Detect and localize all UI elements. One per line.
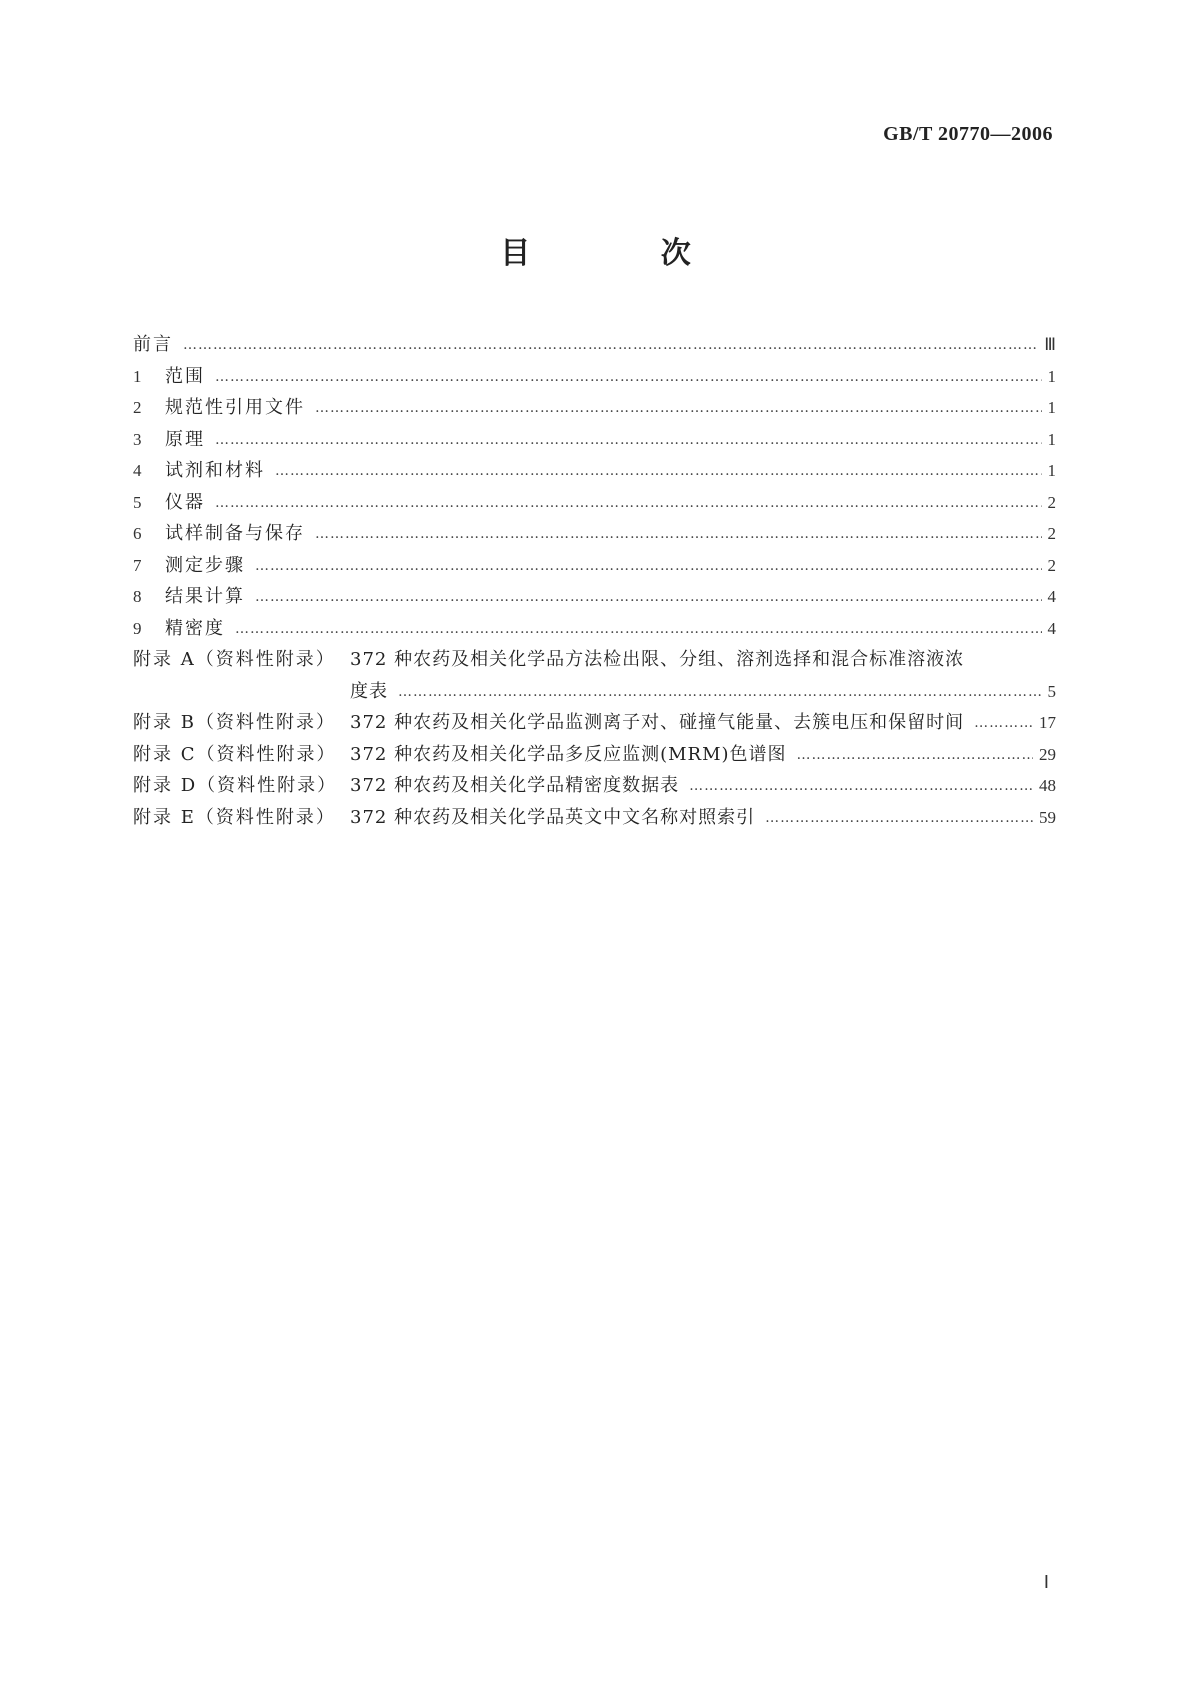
toc-entry-number: 8 [133,587,142,606]
dot-leader [215,362,1042,394]
toc-entry-label: 仪器 [165,491,205,513]
dot-leader [398,677,1042,709]
table-of-contents [133,329,1056,833]
toc-entry-page: 2 [1047,524,1056,543]
toc-entry-page: 1 [1047,398,1056,417]
toc-entry-number: 3 [133,429,142,449]
dot-leader [974,708,1033,740]
toc-entry-label: 前言 [133,334,173,355]
toc-entry-number: 1 [133,366,142,386]
dot-leader [275,456,1042,488]
toc-entry-label: 试剂和材料 [165,460,265,481]
toc-entry-2[interactable] [133,392,1056,424]
annex-prefix: 附录 A（资料性附录） [133,649,336,670]
toc-annex-a[interactable] [133,644,1056,676]
annex-title: 372 种农药及相关化学品英文中文名称对照索引 [350,806,756,828]
toc-entry-5[interactable] [133,487,1056,519]
annex-prefix: 附录 C（资料性附录） [133,743,337,765]
dot-leader [215,425,1042,457]
toc-entry-page: 1 [1047,461,1056,480]
toc-annex-e[interactable] [133,802,1056,834]
toc-entry-number: 9 [133,618,142,638]
toc-entry-page: 4 [1047,618,1056,638]
toc-entry-page: 2 [1047,492,1056,512]
toc-entry-8[interactable] [133,581,1056,613]
annex-prefix: 附录 D（资料性附录） [133,775,338,796]
page-folio: Ⅰ [1043,1572,1049,1592]
toc-entry-number: 4 [133,461,142,480]
toc-entry-label: 规范性引用文件 [165,397,305,418]
toc-entry-number: 5 [133,492,142,512]
toc-entry-page: 29 [1039,744,1056,764]
annex-title-line2: 度表 [350,680,388,702]
toc-entry-foreword[interactable] [133,329,1056,361]
toc-entry-page: 59 [1039,807,1056,827]
dot-leader [183,330,1038,362]
annex-prefix: 附录 B（资料性附录） [133,712,336,733]
toc-entry-page: 4 [1047,587,1056,606]
dot-leader [797,740,1033,772]
dot-leader [315,519,1042,551]
standard-code: GB/T 20770—2006 [883,123,1053,145]
toc-entry-label: 测定步骤 [165,554,245,576]
toc-entry-page: 48 [1039,776,1056,795]
dot-leader [235,614,1042,646]
toc-entry-7[interactable] [133,550,1056,582]
toc-entry-page: Ⅲ [1044,335,1056,354]
dot-leader [689,771,1033,803]
toc-annex-b[interactable] [133,707,1056,739]
annex-title: 372 种农药及相关化学品精密度数据表 [350,775,680,796]
toc-annex-a-continued[interactable] [133,676,1056,708]
toc-entry-1[interactable] [133,361,1056,393]
dot-leader [255,582,1042,614]
toc-entry-label: 结果计算 [165,586,245,607]
toc-entry-page: 1 [1047,366,1056,386]
toc-entry-6[interactable] [133,518,1056,550]
toc-entry-label: 原理 [165,428,205,450]
toc-entry-page: 5 [1047,681,1056,701]
annex-prefix: 附录 E（资料性附录） [133,806,336,828]
annex-title: 372 种农药及相关化学品多反应监测(MRM)色谱图 [350,743,787,765]
toc-entry-number: 6 [133,524,142,543]
annex-title: 372 种农药及相关化学品监测离子对、碰撞气能量、去簇电压和保留时间 [350,712,965,733]
toc-entry-9[interactable] [133,613,1056,645]
toc-title: 目 次 [500,236,751,271]
toc-entry-label: 范围 [165,365,205,387]
dot-leader [255,551,1042,583]
toc-entry-number: 7 [133,555,142,575]
dot-leader [315,393,1042,425]
toc-entry-page: 17 [1039,713,1056,732]
toc-entry-4[interactable] [133,455,1056,487]
toc-entry-label: 精密度 [165,617,225,639]
annex-title-line1: 372 种农药及相关化学品方法检出限、分组、溶剂选择和混合标准溶液浓 [350,649,965,670]
dot-leader [765,803,1033,835]
toc-entry-3[interactable] [133,424,1056,456]
dot-leader [215,488,1042,520]
toc-entry-page: 1 [1047,429,1056,449]
toc-entry-label: 试样制备与保存 [165,523,305,544]
toc-annex-d[interactable] [133,770,1056,802]
toc-entry-number: 2 [133,398,142,417]
toc-entry-page: 2 [1047,555,1056,575]
toc-annex-c[interactable] [133,739,1056,771]
